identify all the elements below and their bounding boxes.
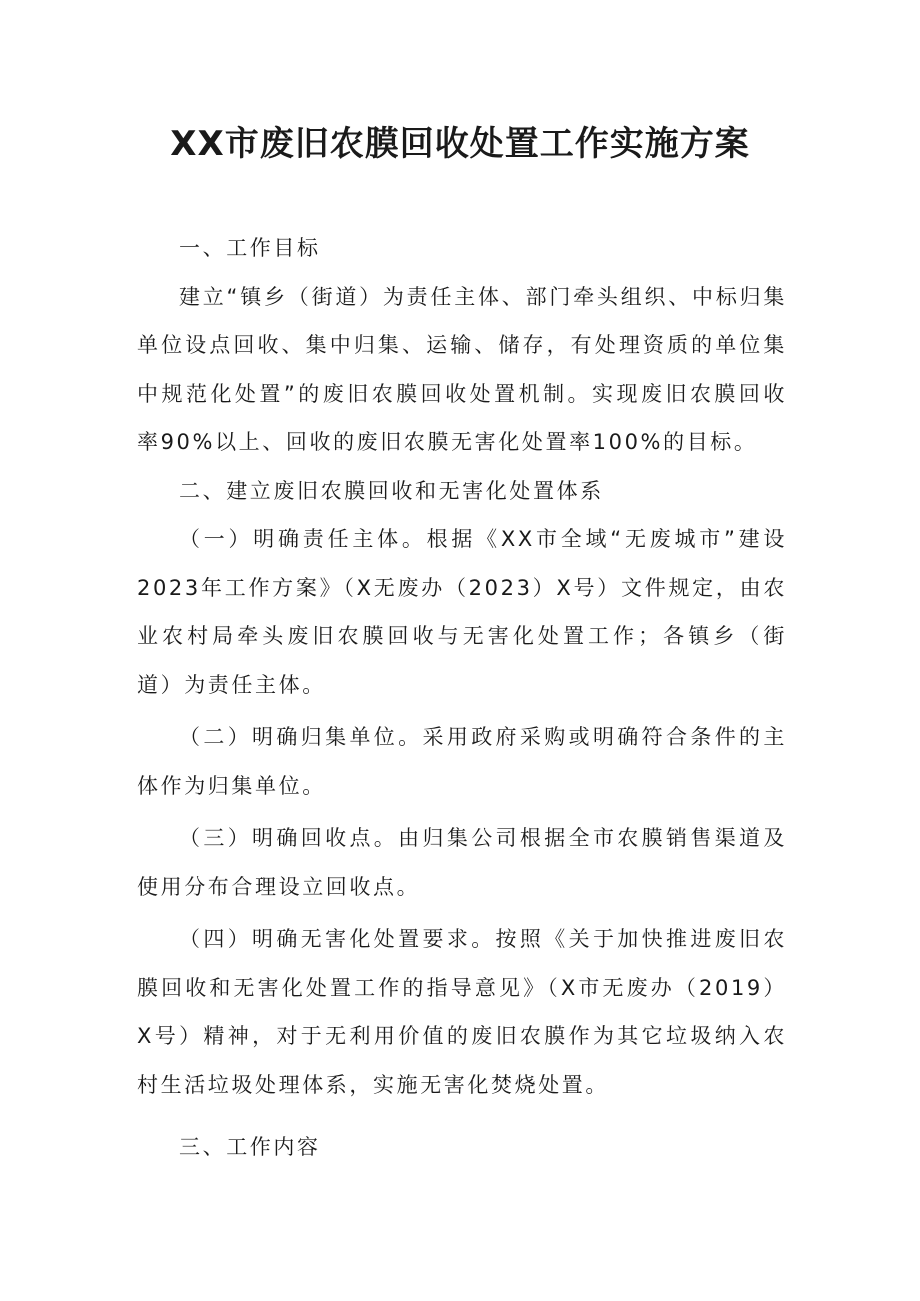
paragraph-collection-unit: （二）明确归集单位。采用政府采购或明确符合条件的主体作为归集单位。 [137,725,787,798]
section-heading-system: 二、建立废旧农膜回收和无害化处置体系 [179,478,604,503]
paragraph-responsibility: （一）明确责任主体。根据《XX市全域“无废城市”建设2023年工作方案》（X无废办（2023）X号）文件规定，由农业农村局牵头废旧农膜回收与无害化处置工作；各镇乡（街道）为责任主体。 [137,527,787,697]
section-heading-goals: 一、工作目标 [179,236,321,260]
document-title: XX市废旧农膜回收处置工作实施方案 [170,124,750,164]
paragraph-disposal-requirements: （四）明确无害化处置要求。按照《关于加快推进废旧农膜回收和无害化处置工作的指导意见》（X市无废办（2019）X号）精神，对于无利用价值的废旧农膜作为其它垃圾纳入农村生活垃圾处理体系，实施无害化焚烧处置。 [137,927,787,1097]
document-body [137,224,787,1172]
paragraph-collection-points: （三）明确回收点。由归集公司根据全市农膜销售渠道及使用分布合理设立回收点。 [137,826,787,899]
paragraph-goals: 建立“镇乡（街道）为责任主体、部门牵头组织、中标归集单位设点回收、集中归集、运输、储存，有处理资质的单位集中规范化处置”的废旧农膜回收处置机制。实现废旧农膜回收率90%以上、回收的废旧农膜无害化处置率100%的目标。 [137,284,787,454]
section-heading-content: 三、工作内容 [179,1135,321,1159]
